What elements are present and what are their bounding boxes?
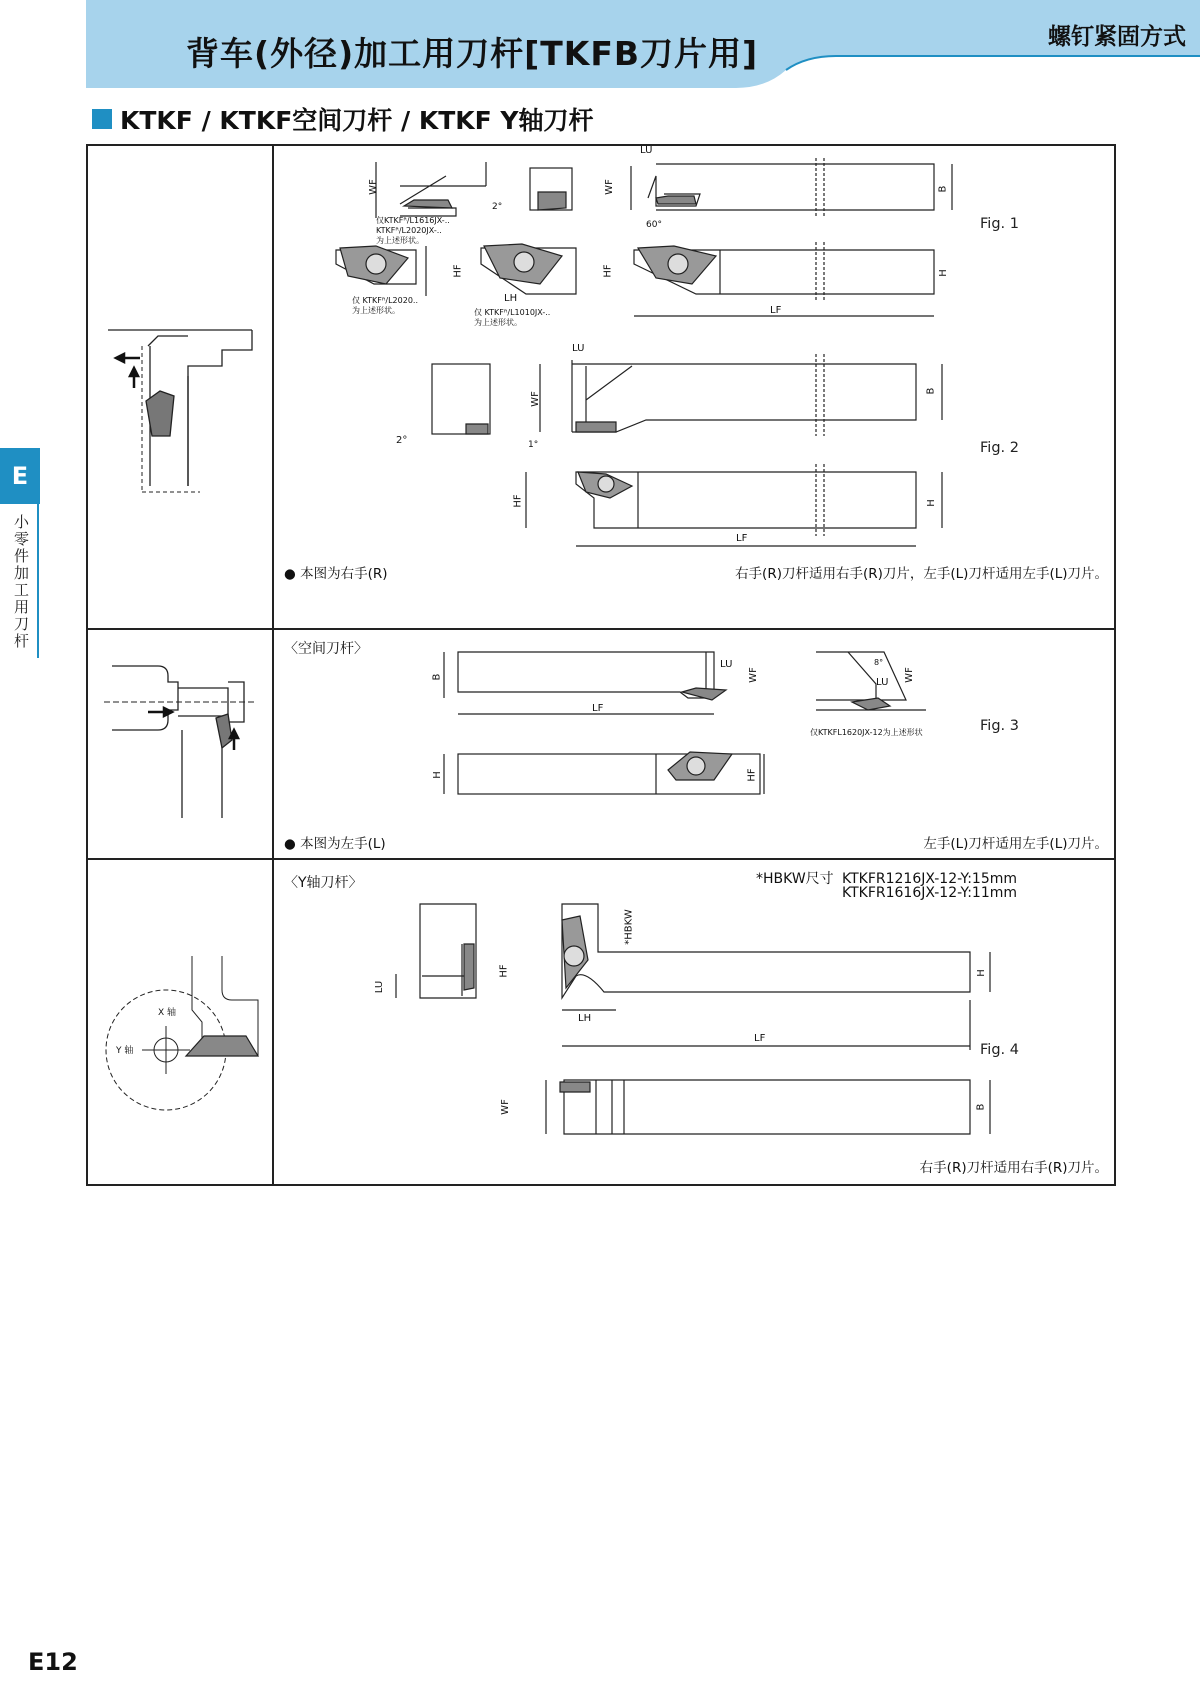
dim-h-3: H	[431, 771, 443, 779]
hbkw-label: *HBKW尺寸	[756, 871, 834, 887]
table-row-fig3	[88, 630, 1114, 860]
small-note-fig3: 仅KTKFL1620JX-12为上述形状	[810, 728, 923, 737]
space-holder-diagram	[88, 630, 274, 858]
dim-wf-main: WF	[603, 179, 615, 195]
table-row-fig1-fig2	[88, 146, 1114, 630]
dim-wf-3: WF	[747, 667, 759, 683]
small-note-1: 仅KTKFᴿ/L1616JX-.. KTKFᴿ/L2020JX-.. 为上述形状。	[376, 216, 450, 245]
fig1-fig2-cell	[276, 146, 1114, 628]
fig3-label: Fig. 3	[980, 718, 1019, 734]
section-square-icon	[92, 109, 112, 129]
dim-lf-3: LF	[592, 703, 604, 714]
y-axis-label: Y 轴	[116, 1046, 134, 1056]
small-note-2: 仅 KTKFᴿ/L2020.. 为上述形状。	[352, 296, 418, 315]
dim-wf-1: WF	[367, 179, 379, 195]
dim-1deg: 1°	[528, 440, 539, 450]
dim-wf-4: WF	[903, 667, 915, 683]
dim-lu-2: LU	[572, 343, 585, 354]
dim-60deg: 60°	[646, 220, 662, 230]
x-axis-label: X 轴	[158, 1008, 177, 1018]
section-heading	[92, 104, 594, 134]
note-compat-3: 右手(R)刀杆适用右手(R)刀片。	[919, 1160, 1108, 1176]
dim-hbkw: *HBKW	[623, 909, 635, 945]
fig3-cell	[276, 630, 1114, 858]
fig4-label: Fig. 4	[980, 1042, 1019, 1058]
fig1-label: Fig. 1	[980, 216, 1019, 232]
dim-lf-4: LF	[754, 1033, 766, 1044]
fig3-drawing	[276, 630, 1114, 858]
note-compat-1: 右手(R)刀杆适用右手(R)刀片，左手(L)刀杆适用左手(L)刀片。	[735, 566, 1108, 582]
y-axis-holder-subtitle: 〈Y轴刀杆〉	[284, 875, 363, 891]
dim-hf-1: HF	[452, 264, 464, 278]
side-tab-text: 小零件加工用刀杆	[14, 513, 30, 650]
dim-lh-2: LH	[578, 1013, 592, 1024]
space-holder-diagram-cell	[88, 630, 274, 858]
header-banner	[86, 0, 1200, 92]
dim-b-1: B	[937, 185, 949, 193]
page-title: 背车(外径)加工用刀杆[TKFB刀片用]	[186, 34, 759, 73]
note-left-hand: ● 本图为左手(L)	[284, 836, 386, 852]
small-note-3: 仅 KTKFᴿ/L1010JX-.. 为上述形状。	[474, 308, 551, 327]
dim-b-3: B	[431, 673, 443, 681]
dim-hf-main: HF	[602, 264, 614, 278]
table-row-fig4	[88, 860, 1114, 1184]
fig4-cell	[276, 860, 1114, 1184]
y-axis-diagram	[88, 860, 274, 1184]
section-title: KTKF / KTKF空间刀杆 / KTKF Y轴刀杆	[120, 106, 594, 135]
back-turning-diagram	[88, 146, 274, 630]
note-right-hand: ● 本图为右手(R)	[284, 566, 388, 582]
fig4-drawing	[276, 860, 1114, 1184]
dim-hf-3: HF	[746, 768, 758, 782]
dim-2deg-2: 2°	[396, 435, 408, 446]
y-axis-diagram-cell	[88, 860, 274, 1184]
dim-lu-5: LU	[374, 980, 386, 994]
page-number: E12	[28, 1648, 78, 1676]
dim-b-5: B	[975, 1103, 987, 1111]
dim-hf-2: HF	[512, 494, 524, 508]
machining-diagram-cell	[88, 146, 274, 628]
dim-wf-2: WF	[529, 391, 541, 407]
space-holder-subtitle: 〈空间刀杆〉	[284, 641, 368, 657]
dim-lf-1: LF	[770, 305, 782, 316]
side-tab[interactable]	[0, 448, 40, 658]
note-compat-2: 左手(L)刀杆适用左手(L)刀片。	[923, 836, 1108, 852]
dim-b-2: B	[925, 387, 937, 395]
dim-lu-3: LU	[720, 659, 733, 670]
dim-8deg: 8°	[874, 658, 884, 667]
dim-h-1: H	[937, 269, 949, 277]
side-tab-letter: E	[0, 448, 40, 504]
side-tab-line	[37, 504, 39, 658]
hbkw-line-2: KTKFR1616JX-12-Y:11mm	[842, 885, 1018, 901]
dim-lh-1: LH	[504, 293, 518, 304]
fig2-label: Fig. 2	[980, 440, 1019, 456]
dim-2deg-1: 2°	[492, 202, 503, 212]
dim-h-4: H	[975, 969, 987, 977]
spec-table	[86, 144, 1116, 1186]
dim-lf-2: LF	[736, 533, 748, 544]
hbkw-line-1: KTKFR1216JX-12-Y:15mm	[842, 871, 1018, 887]
dim-lu-1: LU	[640, 145, 653, 156]
header-subtitle: 螺钉紧固方式	[1048, 24, 1186, 50]
dim-h-2: H	[925, 499, 937, 507]
dim-hf-4: HF	[498, 964, 510, 978]
dim-wf-5: WF	[499, 1099, 511, 1115]
dim-lu-4: LU	[876, 677, 889, 688]
